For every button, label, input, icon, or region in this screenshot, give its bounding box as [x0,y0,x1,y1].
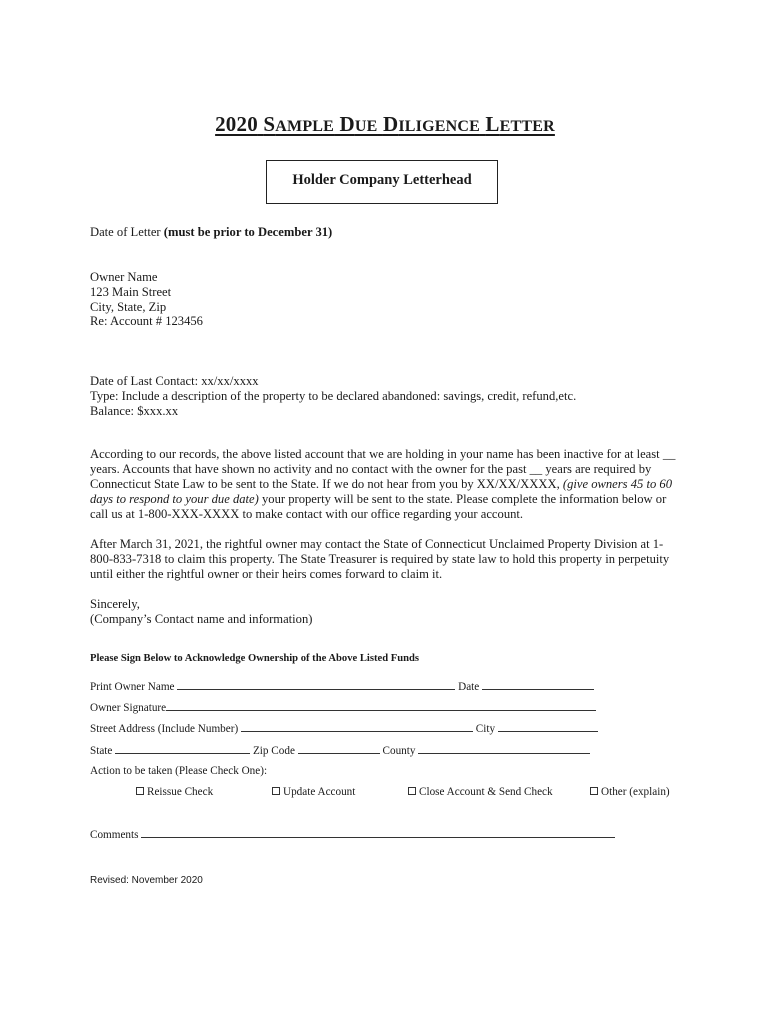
street-address-field[interactable] [241,722,473,732]
address-block [90,270,203,329]
county-field[interactable] [418,744,590,754]
street-address-row: Street Address (Include Number) City [90,722,598,735]
checkbox-icon[interactable] [136,787,144,795]
comments-row: Comments [90,828,615,841]
salutation: Sincerely, [90,597,140,611]
inactive-account-paragraph: According to our records, the above listed account that we are holding in your name has been inactive for at least __ years. Accounts that have shown no activity and no contact with the owner for the past __ years are required by Connecticut State Law to be sent to the State. If we do not hear from you by XX/XX/XXXX, (give owners 45 to 60 days to respond to your due date) your property will be sent to the state. Please complete the information below or call us at 1-800-XXX-XXXX to make contact with our office regarding your account. [90,447,676,521]
owner-signature-row: Owner Signature [90,701,596,714]
date-field[interactable] [482,680,594,690]
action-label: Action to be taken (Please Check One): [90,765,268,777]
revised-date: Revised: November 2020 [90,875,203,886]
letterhead-box [266,160,498,204]
city-field[interactable] [498,722,598,732]
option-update-account[interactable]: Update Account [272,786,355,798]
letterhead-label: Holder Company Letterhead [292,171,472,188]
account-reference: Re: Account # 123456 [90,314,203,329]
account-details [90,374,576,418]
street-line: 123 Main Street [90,284,172,299]
zip-code-field[interactable] [298,744,380,754]
contact-info: (Company’s Contact name and information) [90,611,313,626]
city-state-zip: City, State, Zip [90,299,167,314]
checkbox-icon[interactable] [408,787,416,795]
owner-name: Owner Name [90,270,158,284]
last-contact-date: Date of Last Contact: xx/xx/xxxx [90,374,259,388]
checkbox-icon[interactable] [590,787,598,795]
unclaimed-property-paragraph: After March 31, 2021, the rightful owner may contact the State of Connecticut Unclaimed Property Division at 1- 800-833-7318 to claim this property. The State Treasurer is required by state law to hold this property in perpetuity until either the rightful owner or their heirs comes forward to claim it. [90,537,670,581]
balance: Balance: $xxx.xx [90,403,179,418]
form-heading: Please Sign Below to Acknowledge Ownership of the Above Listed Funds [90,653,420,664]
property-type: Type: Include a description of the property to be declared abandoned: savings, credit, refund,etc. [90,388,577,403]
option-close-account[interactable]: Close Account & Send Check [408,786,553,798]
comments-field[interactable] [141,828,615,838]
owner-signature-field[interactable] [166,701,596,711]
page-title: 2020 SAMPLE DUE DILIGENCE LETTER [215,112,555,136]
checkbox-icon[interactable] [272,787,280,795]
date-of-letter: Date of Letter (must be prior to December 31) [90,225,333,239]
option-other[interactable]: Other (explain) [590,786,670,798]
print-owner-name-field[interactable] [177,680,455,690]
print-owner-name-row: Print Owner Name Date [90,680,594,693]
state-field[interactable] [115,744,250,754]
option-reissue-check[interactable]: Reissue Check [136,786,213,798]
state-zip-county-row: State Zip Code County [90,744,590,757]
closing [90,597,312,627]
